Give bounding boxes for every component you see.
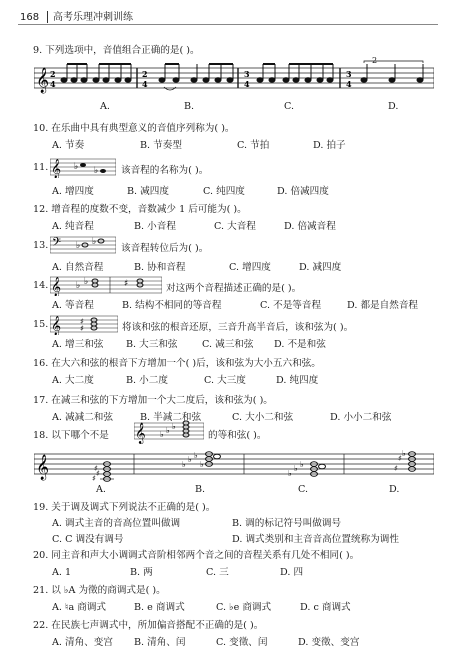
question-10-options [52,137,346,151]
svg-text:𝄢: 𝄢 [52,236,62,252]
question-12-option-c[interactable]: C. 大音程 [214,221,256,232]
svg-text:𝄞: 𝄞 [36,68,50,93]
question-18-stem-head: 18. 以下哪个不是 [33,430,109,441]
question-12-stem: 12. 增音程的度数不变，音数减少 1 后可能为( )。 [33,204,247,215]
header-rule [18,24,438,25]
question-20-option-b[interactable]: B. 两 [130,567,153,578]
svg-text:2: 2 [142,69,148,79]
svg-text:♭: ♭ [300,460,304,469]
question-12-option-d[interactable]: D. 倍减音程 [284,221,336,232]
svg-text:♭: ♭ [76,241,81,251]
svg-text:♭: ♭ [166,426,170,435]
question-18-option-b[interactable]: B. [195,484,206,495]
question-21-option-d[interactable]: D. c 商调式 [300,602,351,613]
question-12-option-b[interactable]: B. 小音程 [134,221,176,232]
question-11-option-c[interactable]: C. 纯四度 [203,186,245,197]
question-18-option-c[interactable]: C. [298,484,309,495]
svg-text:4: 4 [346,79,352,89]
svg-text:♯: ♯ [80,317,84,326]
question-21-option-c[interactable]: C. ♭e 商调式 [216,602,272,613]
question-9-tuplet-number: 2 [372,56,378,65]
question-16-options [52,372,318,386]
question-22-option-a[interactable]: A. 清角、变宫 [52,637,113,648]
question-18-stem-tail: 的等和弦( )。 [208,430,267,441]
question-9-option-a[interactable]: A. [100,101,110,112]
svg-text:𝄞: 𝄞 [51,159,62,178]
question-11-stem-tail: 该音程的名称为( )。 [121,165,209,176]
question-16-option-c[interactable]: C. 大三度 [204,375,246,386]
question-22-options [52,634,359,648]
question-13-number: 13. [33,240,49,251]
question-9-option-c[interactable]: C. [284,101,295,112]
question-14-options [52,297,418,311]
question-9-option-d[interactable]: D. [388,101,399,112]
question-21-option-b[interactable]: B. e 商调式 [134,602,185,613]
question-22-option-b[interactable]: B. 清角、闰 [134,637,186,648]
question-13-option-a[interactable]: A. 自然音程 [52,262,104,273]
question-16-option-a[interactable]: A. 大二度 [52,375,94,386]
svg-text:♯: ♯ [124,279,129,289]
svg-text:♯: ♯ [94,464,98,473]
question-13-option-d[interactable]: D. 减四度 [299,262,342,273]
question-10-option-a[interactable]: A. 节奏 [52,140,85,151]
question-15-option-b[interactable]: B. 大三和弦 [126,339,178,350]
question-17-option-d[interactable]: D. 小小二和弦 [330,412,392,423]
question-22-option-d[interactable]: D. 变徵、变宫 [298,637,360,648]
svg-text:♭: ♭ [294,464,298,473]
svg-text:♯: ♯ [394,464,398,473]
question-11-option-b[interactable]: B. 减四度 [127,186,169,197]
question-19-option-d[interactable]: D. 调式类别和主音音高位置统称为调性 [232,534,399,545]
question-19-option-c[interactable]: C. C 调没有调号 [52,534,124,545]
header-divider [47,11,48,23]
svg-text:♯: ♯ [92,474,96,482]
svg-text:♭: ♭ [94,166,99,176]
question-15-options [52,336,326,350]
svg-text:♭: ♭ [288,469,292,478]
question-18-option-d[interactable]: D. [389,484,400,495]
question-19-options-row1 [52,515,341,529]
question-13-option-b[interactable]: B. 协和音程 [134,262,186,273]
question-19-options-row2 [52,531,399,545]
question-20-stem: 20. 同主音和声大小调调式音阶相邻两个音之间的音程关系有几处不相同( )。 [33,550,360,561]
svg-text:♭: ♭ [160,430,164,439]
question-9-stem: 9. 下列选项中，音值组合正确的是( )。 [33,45,200,56]
question-16-option-d[interactable]: D. 纯四度 [276,375,319,386]
question-13-option-c[interactable]: C. 增四度 [229,262,271,273]
question-11-staff [50,156,116,182]
question-18-option-a[interactable]: A. [96,484,106,495]
question-21-stem: 21. 以 ♭A 为徵的商调式是( )。 [33,585,166,596]
question-19-option-a[interactable]: A. 调式主音的音高位置叫做调 [52,518,181,529]
question-16-option-b[interactable]: B. 小二度 [126,375,168,386]
question-9-staff [34,60,434,100]
svg-text:4: 4 [50,79,56,89]
question-12-option-a[interactable]: A. 纯音程 [52,221,94,232]
question-11-option-d[interactable]: D. 倍减四度 [277,186,329,197]
question-15-option-a[interactable]: A. 增三和弦 [52,339,104,350]
question-17-options [52,409,391,423]
question-18-reference-staff [134,418,204,448]
svg-text:♯: ♯ [398,454,402,463]
question-20-option-a[interactable]: A. 1 [52,567,72,578]
question-10-option-d[interactable]: D. 拍子 [313,140,346,151]
svg-text:2: 2 [50,69,56,79]
svg-text:♭: ♭ [182,460,186,469]
question-11-options [52,183,329,197]
question-14-stem-tail: 对这两个音程描述正确的是( )。 [166,283,302,294]
question-10-option-c[interactable]: C. 节拍 [237,140,270,151]
question-15-option-d[interactable]: D. 不是和弦 [274,339,326,350]
question-20-option-d[interactable]: D. 四 [280,567,304,578]
question-14-option-d[interactable]: D. 都是自然音程 [347,300,419,311]
question-21-option-a[interactable]: A. ♮a 商调式 [52,602,107,613]
svg-text:4: 4 [244,79,250,89]
book-title: 高考乐理冲刺训练 [53,12,133,23]
question-10-stem: 10. 在乐曲中具有典型意义的音值序列称为( )。 [33,123,235,134]
question-22-option-c[interactable]: C. 变徵、闰 [216,637,268,648]
svg-text:♭: ♭ [188,455,192,464]
svg-text:3: 3 [346,69,352,79]
question-20-option-c[interactable]: C. 三 [206,567,229,578]
question-13-stem-tail: 该音程转位后为( )。 [121,243,209,254]
svg-text:3: 3 [244,69,250,79]
svg-text:𝄞: 𝄞 [51,316,62,335]
svg-text:♭: ♭ [74,162,79,172]
svg-text:♭: ♭ [194,451,198,460]
question-15-number: 15. [33,319,49,330]
question-14-number: 14. [33,280,49,291]
svg-text:♯: ♯ [80,324,84,333]
question-17-option-a[interactable]: A. 减减二和弦 [52,412,113,423]
question-19-option-b[interactable]: B. 调的标记符号叫做调号 [232,518,342,529]
question-17-option-b[interactable]: B. 半减二和弦 [140,412,202,423]
question-9-option-b[interactable]: B. [184,101,195,112]
question-13-options [52,259,341,273]
question-12-options [52,218,336,232]
page-header [20,8,133,23]
svg-text:♭: ♭ [92,237,97,247]
question-14-option-c[interactable]: C. 不是等音程 [260,300,322,311]
question-22-stem: 22. 在民族七声调式中，所加偏音搭配不正确的是( )。 [33,620,264,631]
question-19-stem: 19. 关于调及调式下列说法不正确的是( )。 [33,502,216,513]
svg-text:4: 4 [142,79,148,89]
question-18-options-staff [34,448,434,486]
question-15-stem-tail: 将该和弦的根音还原，三音升高半音后，该和弦为( )。 [122,322,354,333]
svg-text:♭: ♭ [402,449,406,458]
svg-text:♭: ♭ [172,422,176,431]
svg-text:𝄞: 𝄞 [36,455,50,480]
question-16-stem: 16. 在大六和弦的根音下方增加一个( )后，该和弦为大小五六和弦。 [33,358,321,369]
question-10-option-b[interactable]: B. 节奏型 [140,140,182,151]
svg-text:♭: ♭ [76,281,81,291]
svg-text:♯: ♯ [96,469,100,478]
question-11-number: 11. [33,162,49,173]
question-17-stem: 17. 在减三和弦的下方增加一个大二度后，该和弦为( )。 [33,395,273,406]
question-21-options [52,599,351,613]
svg-text:♭: ♭ [200,460,204,469]
page-number: 168 [20,12,40,23]
svg-text:♭: ♭ [84,277,89,287]
question-14-option-b[interactable]: B. 结构不相同的等音程 [122,300,222,311]
question-14-option-a[interactable]: A. 等音程 [52,300,94,311]
question-11-option-a[interactable]: A. 增四度 [52,186,94,197]
svg-text:𝄞: 𝄞 [51,277,62,296]
question-20-options [52,564,303,578]
question-15-option-c[interactable]: C. 减三和弦 [202,339,254,350]
question-17-option-c[interactable]: C. 大小二和弦 [232,412,294,423]
question-13-staff [50,234,116,260]
svg-text:𝄞: 𝄞 [135,423,146,444]
